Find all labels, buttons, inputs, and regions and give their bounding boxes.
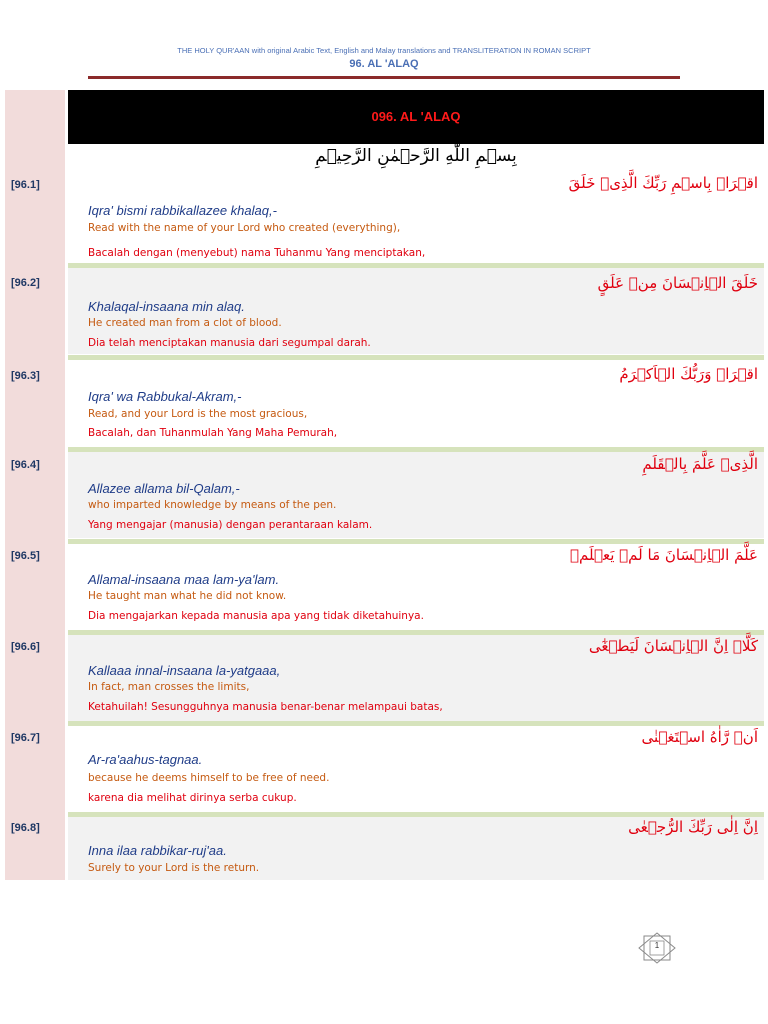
verse-malay: Bacalah, dan Tuhanmulah Yang Maha Pemurah, (88, 427, 338, 439)
verse-block (11, 544, 764, 630)
page-number: 1 (654, 941, 660, 950)
verse-transliteration: Allazee allama bil-Qalam,- (88, 481, 240, 496)
verse-malay: Dia mengajarkan kepada manusia apa yang tidak diketahuinya. (88, 610, 424, 622)
verse-transliteration: Ar-ra'aahus-tagnaa. (88, 752, 203, 767)
header-subtitle: THE HOLY QUR'AAN with original Arabic Text, English and Malay translations and TRANSLITERATION IN ROMAN SCRIPT (177, 46, 591, 55)
verse-english: He created man from a clot of blood. (88, 317, 282, 329)
verse-transliteration: Iqra' wa Rabbukal-Akram,- (88, 389, 242, 404)
verse-malay: karena dia melihat dirinya serba cukup. (88, 792, 297, 804)
verse-malay: Dia telah menciptakan manusia dari segumpal darah. (88, 337, 371, 349)
verse-number: [96.1] (11, 179, 40, 191)
verse-english: who imparted knowledge by means of the pen. (88, 499, 337, 511)
verse-block (11, 174, 764, 262)
verse-malay: Ketahuilah! Sesungguhnya manusia benar-benar melampaui batas, (88, 701, 443, 713)
header-chapter: 96. AL 'ALAQ (349, 58, 419, 70)
verse-number: [96.2] (11, 277, 40, 289)
verse-transliteration: Allamal-insaana maa lam-ya'lam. (88, 572, 280, 587)
verse-arabic: خَلَقَ الۡاِنۡسَانَ مِنۡ عَلَقٍ (597, 274, 758, 292)
verse-block (11, 268, 764, 354)
verse-english: Read, and your Lord is the most gracious, (88, 408, 308, 420)
verse-english: In fact, man crosses the limits, (88, 681, 250, 693)
verse-block (11, 817, 764, 880)
verse-malay: Yang mengajar (manusia) dengan perantaraan kalam. (88, 519, 373, 531)
verse-number: [96.5] (11, 550, 40, 562)
page-number-badge (638, 932, 676, 964)
verse-number: [96.4] (11, 459, 40, 471)
verse-number-column (5, 90, 65, 880)
verse-transliteration: Kallaaa innal-insaana la-yatgaaa, (88, 663, 281, 678)
verse-number: [96.6] (11, 641, 40, 653)
verse-block (11, 360, 764, 446)
verse-malay: Bacalah dengan (menyebut) nama Tuhanmu Yang menciptakan, (88, 247, 426, 259)
header-rule (88, 76, 680, 79)
bismillah: بِسۡمِ اللّٰهِ الرَّحۡمٰنِ الرَّحِيۡمِ (315, 146, 517, 166)
verse-arabic: اَنۡ رَّاٰهُ اسۡتَغۡنٰى (641, 728, 758, 746)
verse-arabic: الَّذِىۡ عَلَّمَ بِالۡقَلَمِ (642, 455, 758, 473)
verse-transliteration: Inna ilaa rabbikar-ruj'aa. (88, 843, 227, 858)
verse-english: Surely to your Lord is the return. (88, 862, 260, 874)
verse-arabic: عَلَّمَ الۡاِنۡسَانَ مَا لَمۡ يَعۡلَمۡ (570, 546, 758, 564)
verse-arabic: اقۡرَاۡ وَرَبُّكَ الۡاَكۡرَمُ (619, 365, 758, 383)
verse-number: [96.7] (11, 732, 40, 744)
verse-english: He taught man what he did not know. (88, 590, 287, 602)
verse-english: because he deems himself to be free of need. (88, 772, 330, 784)
verse-transliteration: Iqra' bismi rabbikallazee khalaq,- (88, 203, 277, 218)
verse-arabic: اقۡرَاۡ بِاسۡمِ رَبِّكَ الَّذِىۡ خَلَقَ (568, 174, 758, 192)
verse-arabic: كَلَّاۤ اِنَّ الۡاِنۡسَانَ لَيَطۡغٰٓى (588, 637, 758, 655)
verse-arabic: اِنَّ اِلٰى رَبِّكَ الرُّجۡعٰى (628, 818, 758, 836)
verse-block (11, 635, 764, 721)
verse-number: [96.3] (11, 370, 40, 382)
surah-title: 096. AL 'ALAQ (68, 90, 764, 144)
verse-block (11, 726, 764, 812)
verse-english: Read with the name of your Lord who created (everything), (88, 222, 401, 234)
verse-transliteration: Khalaqal-insaana min alaq. (88, 299, 245, 314)
verse-number: [96.8] (11, 822, 40, 834)
verse-block (11, 452, 764, 538)
